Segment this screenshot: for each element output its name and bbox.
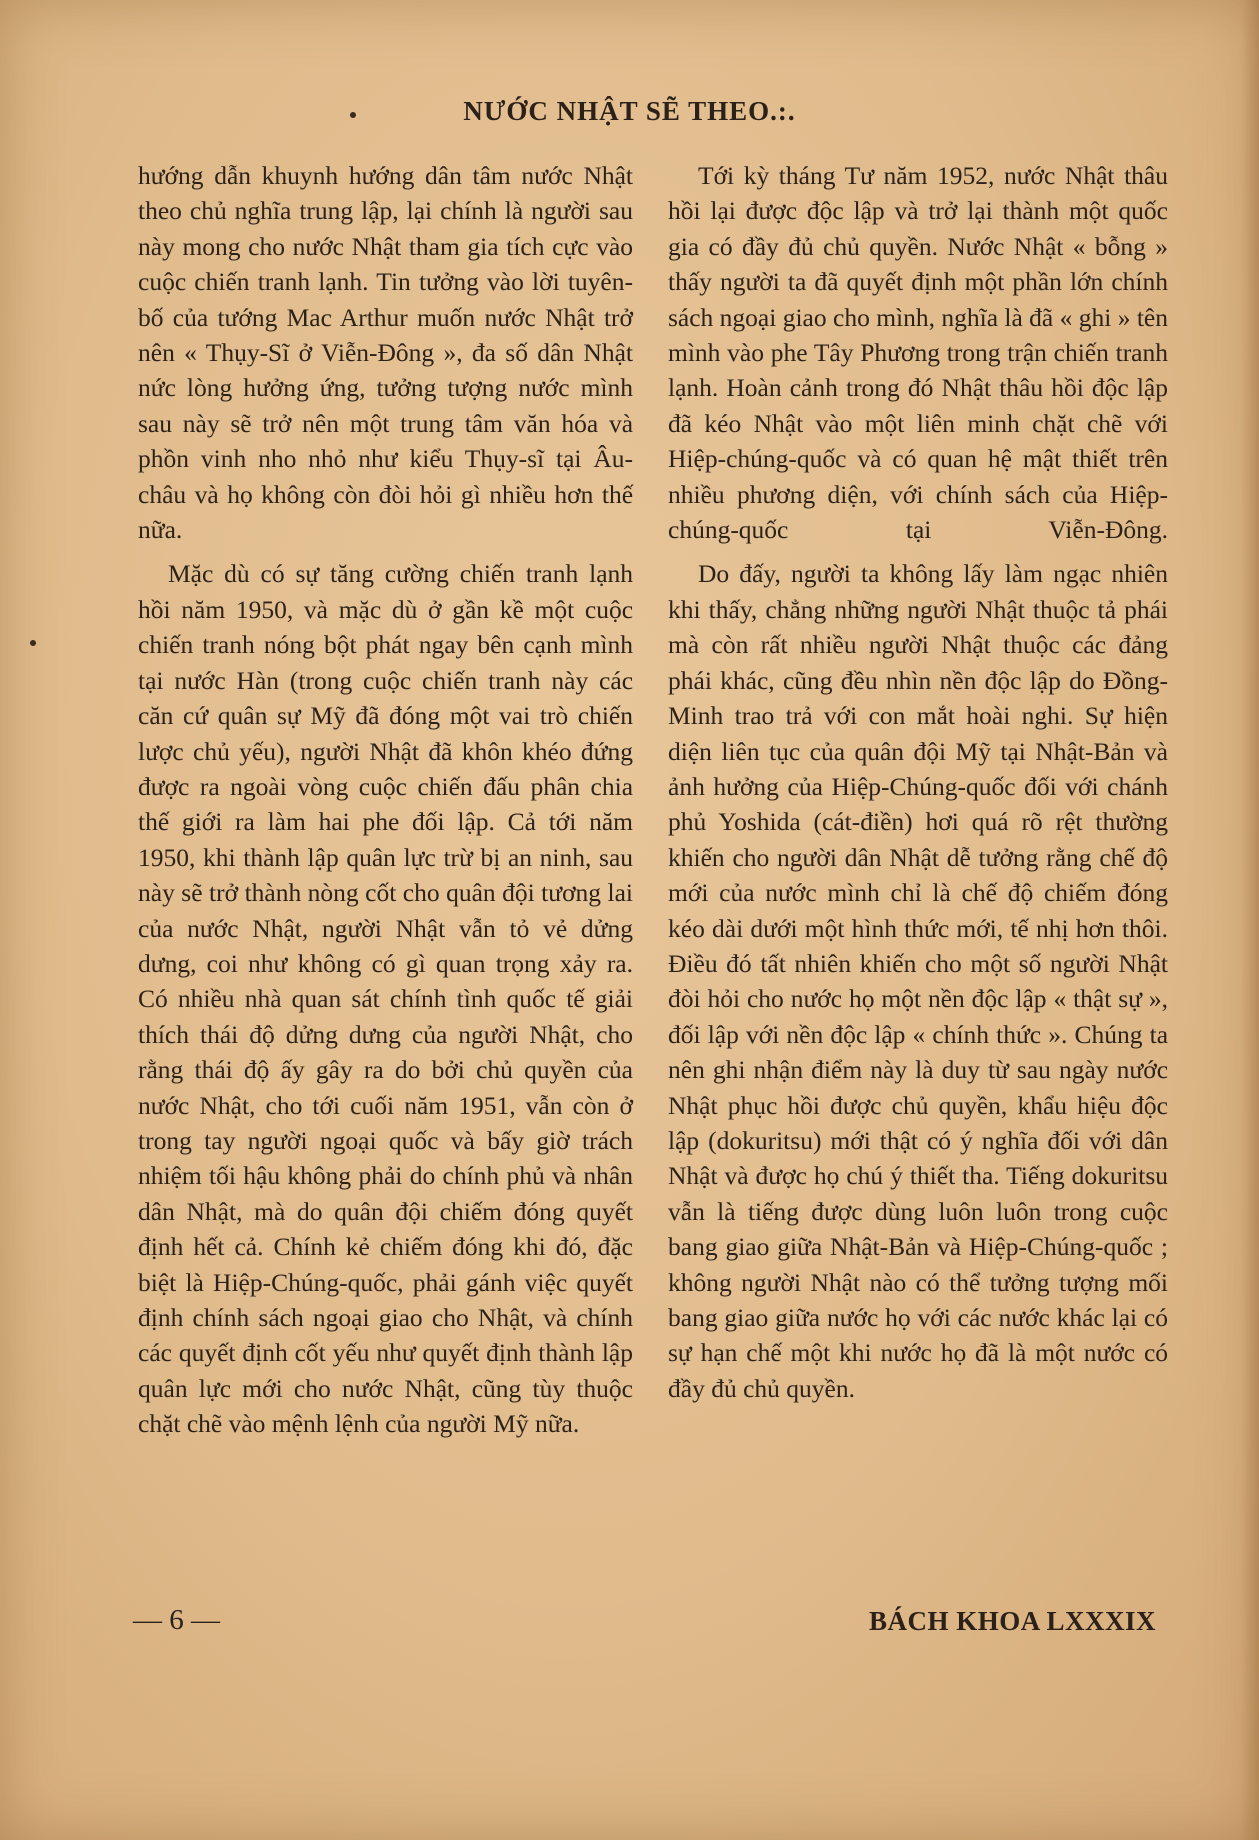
text-line: sĩ tại Âu-châu và họ không còn đòi hỏi gì: [138, 444, 633, 509]
text-line: nức lòng hưởng ứng, tưởng tượng nước: [138, 373, 570, 403]
text-line: Tới kỳ tháng Tư năm 1952, nước Nhật: [698, 161, 1115, 190]
text-line: nước khác lại có sự hạn chế một khi: [668, 1303, 1169, 1368]
paragraph: [138, 556, 633, 1441]
text-line: người sau này mong cho nước Nhật tham gia: [138, 196, 633, 261]
text-line: tưởng vào lời tuyên-bố của tướng Mac: [138, 267, 633, 332]
text-line: của Hiệp-Chúng-quốc đối với chánh phủ: [668, 771, 1169, 837]
ink-speck: [30, 640, 36, 646]
text-line: ra. Có nhiều nhà quan sát chính tình quốc: [138, 948, 633, 1014]
text-line: khiến cho người dân Nhật dễ tưởng rằng: [668, 842, 1092, 872]
text-line: dưng, coi như không có gì quan trọng xảy: [138, 948, 597, 978]
text-line: Phương trong trận chiến tranh lạnh. Hoàn: [668, 338, 1169, 403]
text-line: quân lực trừ bị an ninh, sau này sẽ trở: [138, 842, 634, 908]
paragraph: [668, 158, 1168, 547]
text-line: Nhật vào một liên minh chặt chẽ với Hiệp-: [668, 408, 1169, 474]
text-line: một phần lớn chính sách ngoại giao cho mình,: [668, 267, 1168, 332]
text-line: tiếng được dùng luôn luôn trong cuộc bang: [668, 1196, 1169, 1262]
text-line: Nhật theo chủ nghĩa trung lập, lại chính là: [138, 161, 634, 226]
magazine-footer: BÁCH KHOA LXXXIX: [868, 1606, 1156, 1636]
text-line: nước Nhật, người Nhật vẫn tỏ vẻ dửng: [187, 913, 634, 943]
text-line: gánh việc quyết định chính sách ngoại giao: [138, 1267, 633, 1332]
page-number: — 6 —: [133, 1604, 220, 1636]
text-line: một quốc gia có đầy đủ chủ quyền. Nước: [668, 196, 1168, 261]
text-line: độ chiếm đóng kéo dài dưới một hình: [668, 878, 1169, 943]
text-line: thức mới, tế nhị hơn thôi. Điều đó: [668, 913, 1168, 978]
text-line: Do đấy, người ta không lấy làm ngạc: [698, 559, 1102, 589]
right-column: [668, 158, 1168, 1415]
text-line: một cuộc chiến tranh nóng bột phát ngay bên: [138, 594, 634, 660]
paragraph: [668, 556, 1168, 1406]
text-line: không phải do chính phủ và nhân dân: [138, 1161, 633, 1226]
text-line: hỏi cho nước họ một nền độc lập « thật sự »,: [707, 984, 1169, 1014]
text-line: giao giữa Nhật-Bản và Hiệp-Chúng-quốc ;: [725, 1232, 1169, 1262]
text-line: hướng dẫn khuynh hướng dân tâm nước: [138, 161, 573, 190]
text-line: mối bang giao giữa nước họ với các: [668, 1267, 1169, 1332]
text-line: thâu hồi lại được độc lập và trở lại thành: [668, 161, 1168, 226]
text-line: năm 1951, vẫn còn ở trong tay người ngoại: [138, 1090, 633, 1155]
text-line: quyền, khẩu hiệu độc lập (dokuritsu) mới: [668, 1090, 1169, 1155]
page-edge-shadow: [1241, 0, 1259, 1840]
text-line: quốc và bấy giờ trách nhiệm tối hậu: [138, 1125, 633, 1191]
text-line: đối lập. Cả tới năm 1950, khi thành lập: [138, 807, 634, 872]
text-line: nước Nhật, cũng tùy thuộc chặt chẽ vào: [138, 1373, 634, 1439]
text-line: hóa và phồn vinh nho nhỏ như kiểu Thụy-: [138, 408, 634, 474]
text-line: Nhật « bỗng » thấy người ta đã quyết định: [668, 231, 1168, 297]
paragraph: [138, 158, 633, 547]
text-line: nghĩa là đã « ghi » tên mình vào phe Tây: [668, 302, 1168, 368]
text-line: như quyết định thành lập quân lực mới cho: [138, 1338, 633, 1403]
text-line: mình sau này sẽ trở nên một trung tâm văn: [138, 373, 633, 438]
left-column: [138, 158, 633, 1451]
text-line: không người Nhật nào có thể tưởng tượng: [668, 1267, 1119, 1297]
text-line: quân đội Mỹ tại Nhật-Bản và ảnh hưởng: [668, 736, 1168, 801]
text-line: thành nòng cốt cho quân đội tương lai của: [138, 878, 634, 943]
text-line: cạnh mình tại nước Hàn (trong cuộc chiến: [138, 630, 634, 695]
text-line: tích cực vào cuộc chiến tranh lạnh. Tin: [138, 231, 634, 297]
text-line: họ chú ý thiết tha. Tiếng dokuritsu vẫn là: [668, 1161, 1169, 1226]
text-line: thuộc tả phái mà còn rất nhiều người Nhật: [668, 594, 1169, 660]
text-line: cảnh trong đó Nhật thâu hồi độc lập đã kéo: [668, 373, 1168, 438]
text-line: đã khôn khéo đứng được ra ngoài vòng cuộc: [138, 736, 633, 801]
text-line: chúng-quốc và có quan hệ mật thiết trên: [726, 444, 1168, 474]
text-line: quyết định hết cả. Chính kẻ chiếm đóng: [138, 1196, 634, 1262]
text-line: nhiên khi thấy, chẳng những người Nhật: [668, 559, 1168, 624]
text-line: Mặc dù có sự tăng cường chiến tranh: [168, 559, 579, 589]
text-line: đối lập với nền độc lập « chính thức ».: [668, 1019, 1068, 1049]
text-line: tất nhiên khiến cho một số người Nhật đòi: [668, 948, 1169, 1014]
text-line: thuộc các đảng phái khác, cũng đều nhìn: [668, 630, 1168, 695]
text-line: từ sau ngày nước Nhật phục hồi được chủ: [668, 1055, 1169, 1120]
text-line: « Thụy-Sĩ ở Viễn-Đông », đa số dân Nhật: [184, 338, 633, 368]
text-line: chiến đấu phân chia thế giới ra làm hai phe: [138, 771, 634, 837]
text-line: chế độ mới của nước mình chỉ là chế: [668, 842, 1169, 908]
text-line: nhiều phương diện, với chính sách của Hiệp-: [668, 479, 1168, 509]
text-line: mệnh lệnh của người Mỹ nữa.: [271, 1409, 580, 1439]
text-line: chủ quyền của nước Nhật, cho tới cuối: [138, 1055, 633, 1120]
text-line: Nhật, cho rằng thái độ ấy gây ra do bởi: [138, 1019, 633, 1085]
text-line: thật có ý nghĩa đối với dân Nhật và được: [668, 1125, 1169, 1191]
text-line: Arthur muốn nước Nhật trở nên: [138, 302, 634, 368]
text-line: tranh này các căn cứ quân sự Mỹ đã đóng: [138, 665, 634, 731]
text-line: nước họ đã là một nước có đầy đủ chủ: [668, 1338, 1169, 1403]
text-line: cho Nhật, và chính các quyết định cốt yếu: [138, 1303, 634, 1368]
text-line: nhiều hơn thế nữa.: [138, 479, 634, 545]
text-line: mắt hoài nghi. Sự hiện diện liên tục của: [668, 701, 1169, 766]
text-line: Chúng ta nên ghi nhận điểm này là duy: [668, 1019, 1169, 1085]
text-line: lạnh hồi năm 1950, và mặc dù ở gần kề: [138, 559, 634, 624]
text-line: Nhật, mà do quân đội chiếm đóng: [186, 1196, 565, 1226]
text-line: khi đó, đặc biệt là Hiệp-Chúng-quốc, phải: [138, 1232, 634, 1297]
text-line: tế giải thích thái độ dửng dưng của người: [138, 984, 634, 1049]
text-line: nền độc lập do Đồng-Minh trao trả với con: [668, 665, 1169, 731]
text-line: một vai trò chiến lược chủ yếu), người Nhật: [138, 701, 634, 766]
text-line: Yoshida (cát-điền) hơi quá rõ rệt thường: [718, 807, 1168, 837]
text-line: quyền.: [786, 1373, 855, 1403]
text-line: chúng-quốc tại Viễn-Đông.: [668, 515, 1168, 545]
running-head: NƯỚC NHẬT SẼ THEO.:.: [463, 96, 796, 126]
